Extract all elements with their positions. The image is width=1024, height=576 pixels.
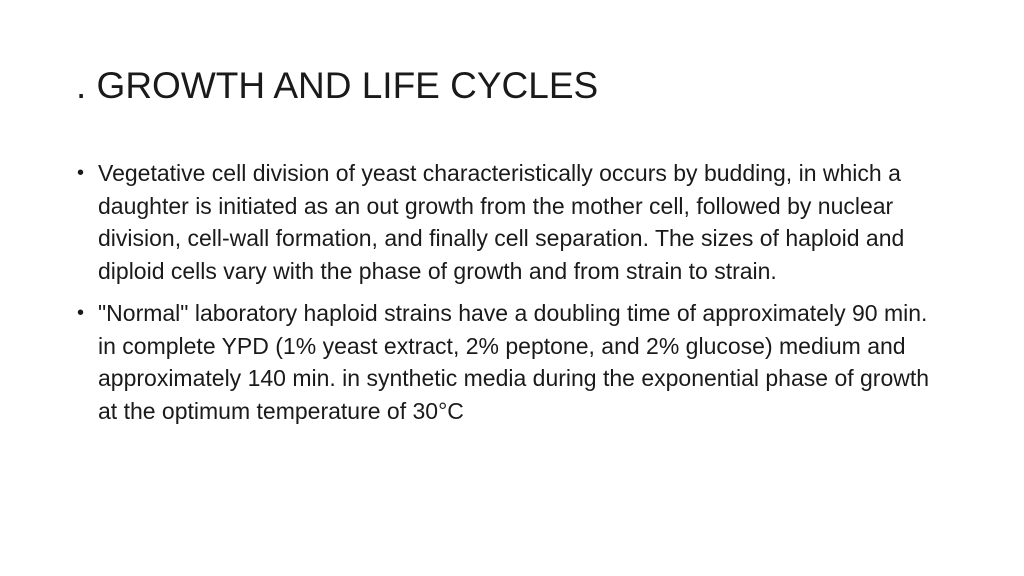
slide-title: . GROWTH AND LIFE CYCLES	[76, 65, 599, 106]
bullet-text: "Normal" laboratory haploid strains have a doubling time of approximately 90 min. in complete YPD (1% yeast extract, 2% peptone, and 2% glucose) medium and approximately 140 min. in synthetic media during the exponential phase of growth at the optimum temperature of 30°C	[98, 300, 930, 424]
bullet-item	[76, 297, 946, 427]
bullet-item	[76, 157, 946, 287]
bullet-list	[76, 157, 946, 437]
bullet-text: Vegetative cell division of yeast characteristically occurs by budding, in which a daughter is initiated as an out growth from the mother cell, followed by nuclear division, cell-wall formation, and finally cell separation. The sizes of haploid and diploid cells vary with the phase of growth and from strain to strain.	[98, 160, 905, 284]
bullet-marker: •	[77, 162, 85, 184]
bullet-marker: •	[77, 302, 85, 324]
